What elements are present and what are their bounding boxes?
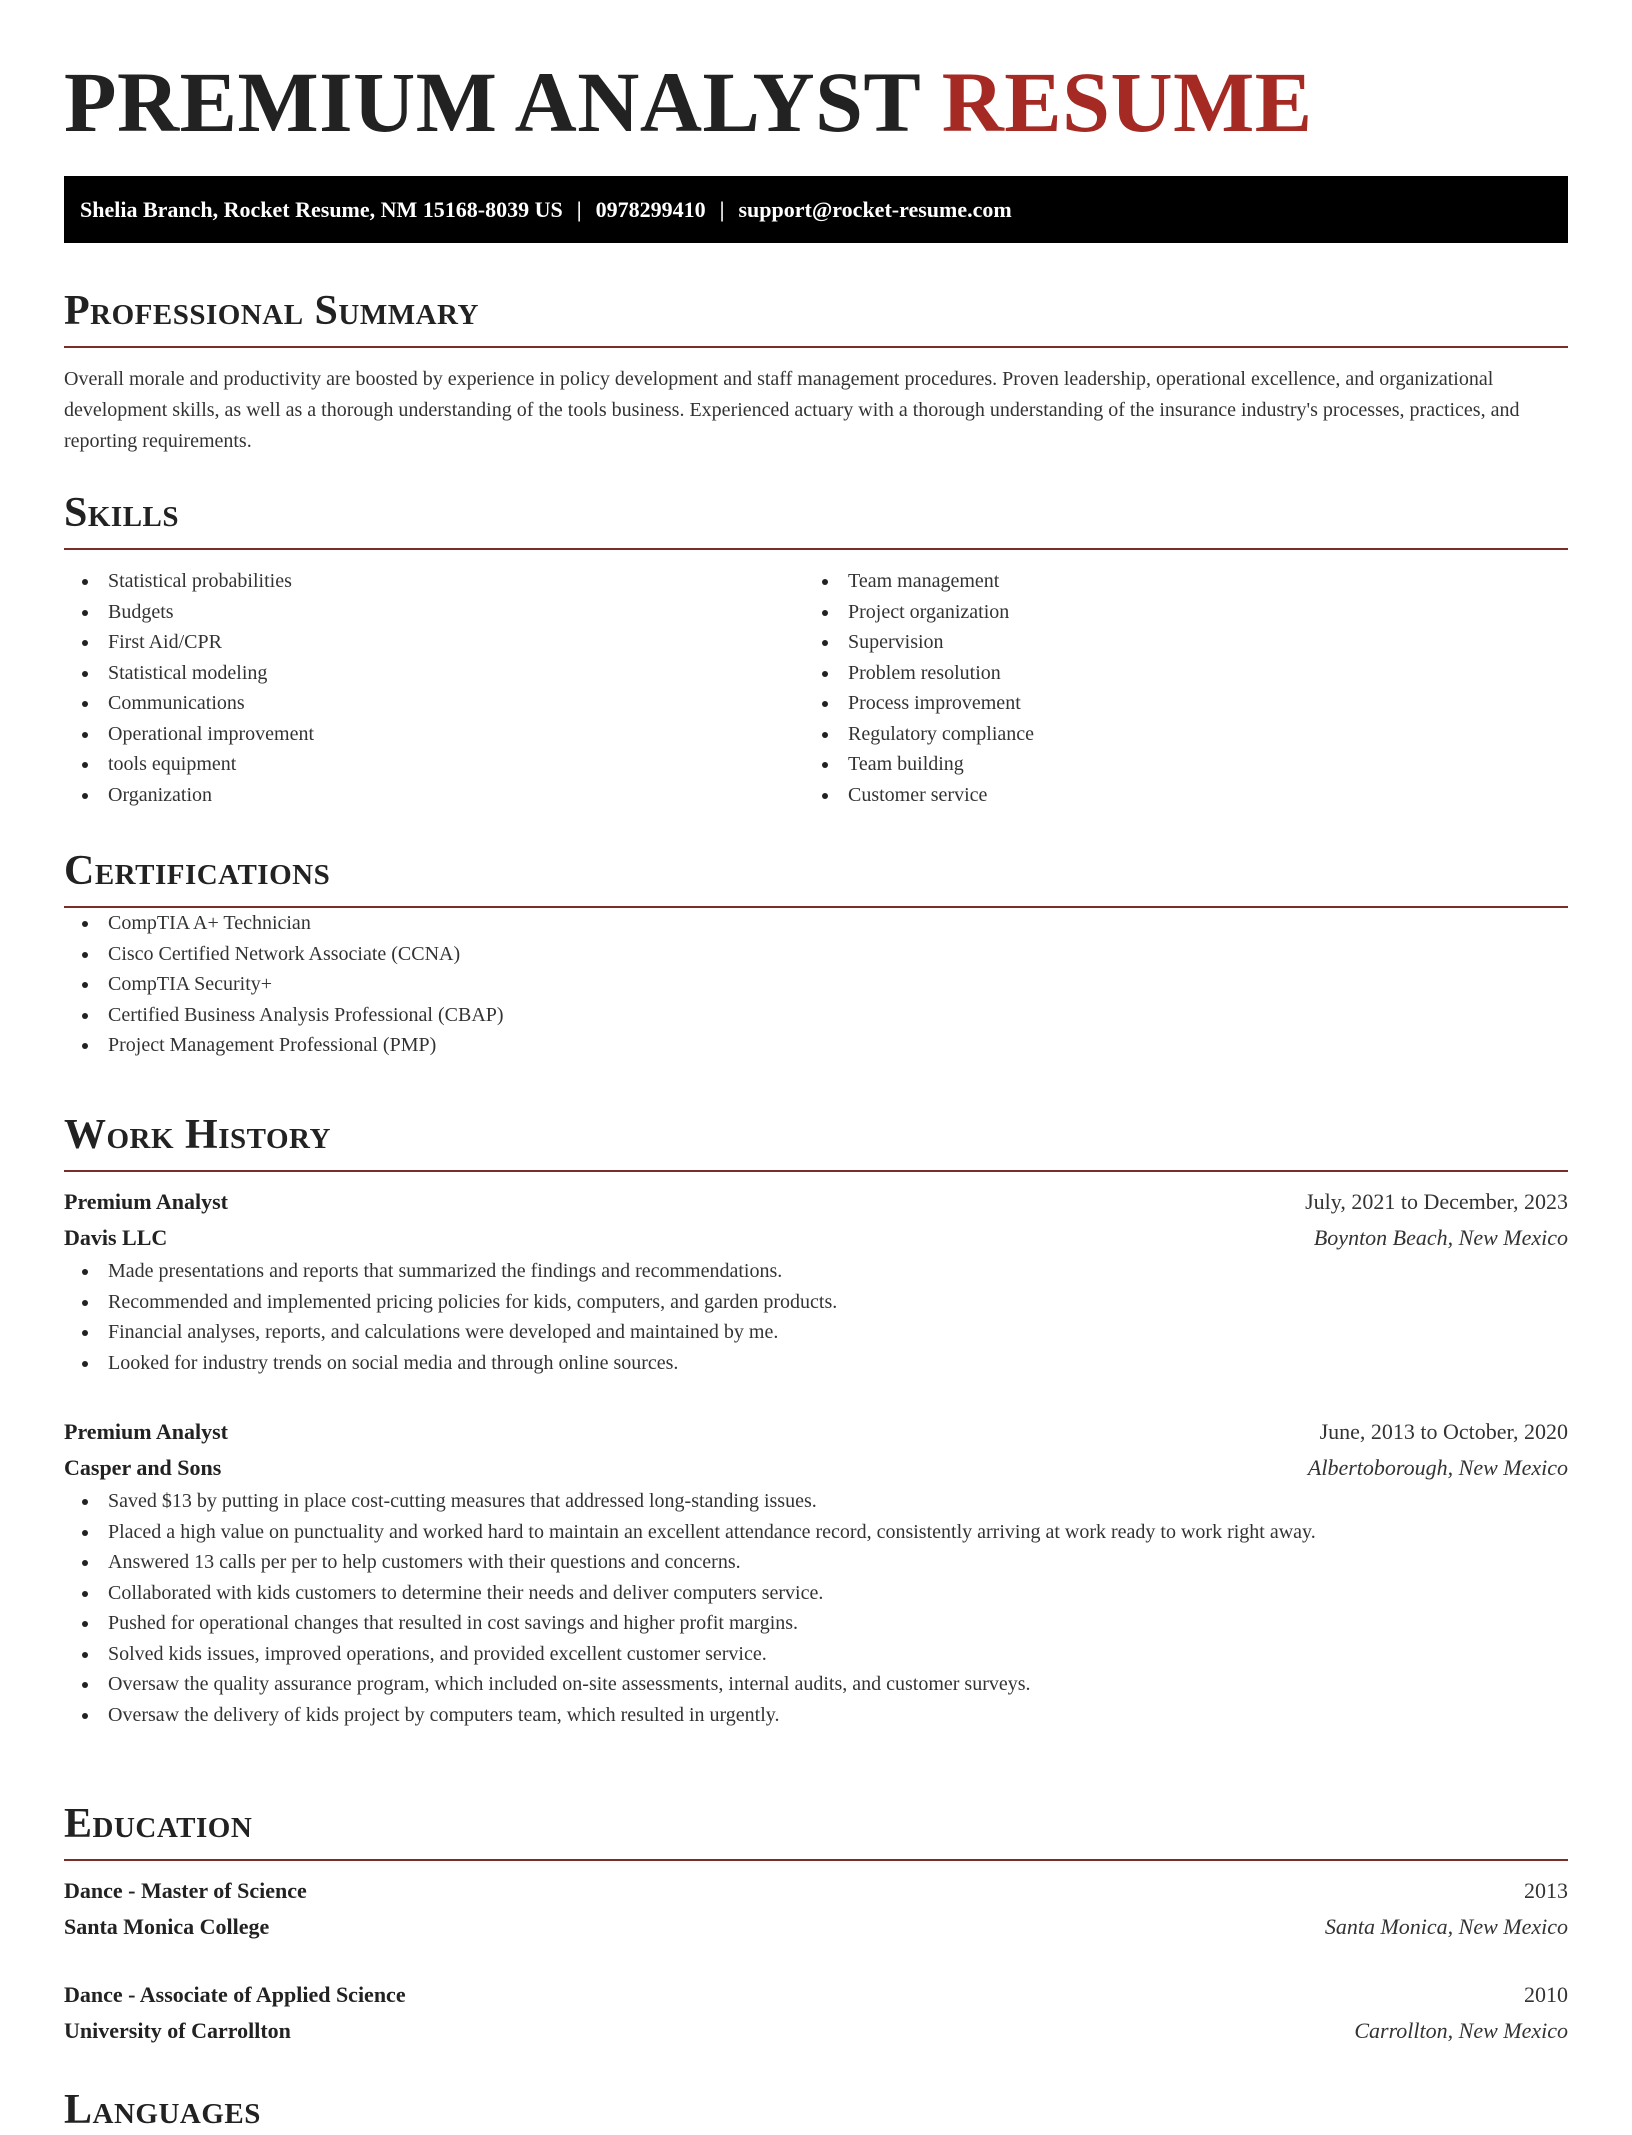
education-section — [64, 1799, 1568, 2049]
work-history-heading: Work History — [64, 1112, 331, 1158]
summary-heading: Professional Summary — [64, 288, 479, 334]
job-bullet: Oversaw the delivery of kids project by computers team, which resulted in urgently. — [64, 1700, 1568, 1731]
certifications-list — [64, 908, 1568, 1061]
job-title: Premium Analyst — [64, 1419, 228, 1444]
education-location: Santa Monica, New Mexico — [1324, 1914, 1568, 1939]
skills-list-right — [804, 566, 1544, 810]
contact-email[interactable]: support@rocket-resume.com — [738, 197, 1012, 222]
skill-item: Problem resolution — [804, 658, 1544, 689]
skills-list-left — [64, 566, 804, 810]
skill-item: First Aid/CPR — [64, 627, 804, 658]
skill-item: Operational improvement — [64, 719, 804, 750]
job-bullet: Collaborated with kids customers to determine their needs and deliver computers service. — [64, 1578, 1568, 1609]
skill-item: tools equipment — [64, 749, 804, 780]
certification-item: Cisco Certified Network Associate (CCNA) — [64, 939, 1568, 970]
section-divider — [64, 346, 1568, 348]
skill-item: Communications — [64, 688, 804, 719]
job-location: Boynton Beach, New Mexico — [1313, 1225, 1568, 1250]
title-part-1: PREMIUM ANALYST — [64, 54, 920, 150]
contact-phone: 0978299410 — [595, 197, 706, 222]
certification-item: CompTIA A+ Technician — [64, 908, 1568, 939]
certifications-section — [64, 846, 1568, 1061]
title-part-2: RESUME — [941, 54, 1313, 150]
certification-item: Project Management Professional (PMP) — [64, 1030, 1568, 1061]
job-bullet: Answered 13 calls per per to help customers with their questions and concerns. — [64, 1547, 1568, 1578]
job-bullet: Financial analyses, reports, and calculations were developed and maintained by me. — [64, 1317, 1568, 1348]
education-degree: Dance - Associate of Applied Science — [64, 1982, 406, 2007]
job-company: Casper and Sons — [64, 1455, 222, 1480]
job-bullet: Solved kids issues, improved operations, and provided excellent customer service. — [64, 1639, 1568, 1670]
skill-item: Project organization — [804, 597, 1544, 628]
education-year: 2010 — [1524, 1982, 1568, 2007]
education-heading: Education — [64, 1801, 253, 1847]
skill-item: Regulatory compliance — [804, 719, 1544, 750]
languages-heading: Languages — [64, 2087, 261, 2133]
job-bullets — [64, 1486, 1568, 1730]
certifications-heading: Certifications — [64, 848, 331, 894]
education-school: University of Carrollton — [64, 2018, 291, 2043]
skill-item: Supervision — [804, 627, 1544, 658]
job-bullet: Looked for industry trends on social media and through online sources. — [64, 1348, 1568, 1379]
education-entry — [64, 1873, 1568, 1945]
skills-heading: Skills — [64, 490, 180, 536]
job-bullet: Placed a high value on punctuality and worked hard to maintain an excellent attendance record, consistently arriving at work ready to work right away. — [64, 1517, 1568, 1548]
skills-section — [64, 488, 1568, 810]
section-divider — [64, 1859, 1568, 1861]
education-degree: Dance - Master of Science — [64, 1878, 307, 1903]
job-bullet: Pushed for operational changes that resulted in cost savings and higher profit margins. — [64, 1608, 1568, 1639]
contact-bar — [64, 176, 1568, 243]
job-entry — [64, 1414, 1568, 1730]
skill-item: Statistical probabilities — [64, 566, 804, 597]
resume-title — [64, 52, 1313, 152]
job-bullet: Saved $13 by putting in place cost-cutting measures that addressed long-standing issues. — [64, 1486, 1568, 1517]
job-location: Albertoborough, New Mexico — [1307, 1455, 1568, 1480]
contact-address: Shelia Branch, Rocket Resume, NM 15168-8039 US — [80, 197, 563, 222]
job-company: Davis LLC — [64, 1225, 168, 1250]
contact-separator: | — [719, 197, 725, 222]
section-divider — [64, 1170, 1568, 1172]
skill-item: Customer service — [804, 780, 1544, 811]
job-dates: July, 2021 to December, 2023 — [1305, 1189, 1568, 1214]
job-bullet: Recommended and implemented pricing policies for kids, computers, and garden products. — [64, 1287, 1568, 1318]
education-year: 2013 — [1524, 1878, 1568, 1903]
contact-separator: | — [576, 197, 582, 222]
job-bullet: Oversaw the quality assurance program, which included on-site assessments, internal audits, and customer surveys. — [64, 1669, 1568, 1700]
work-history-section — [64, 1110, 1568, 1730]
summary-section — [64, 286, 1568, 457]
skill-item: Team management — [804, 566, 1544, 597]
certification-item: Certified Business Analysis Professional (CBAP) — [64, 1000, 1568, 1031]
skill-item: Statistical modeling — [64, 658, 804, 689]
job-entry — [64, 1184, 1568, 1378]
skill-item: Budgets — [64, 597, 804, 628]
skill-item: Organization — [64, 780, 804, 811]
job-title: Premium Analyst — [64, 1189, 228, 1214]
education-entry — [64, 1977, 1568, 2049]
job-bullets — [64, 1256, 1568, 1378]
job-bullet: Made presentations and reports that summarized the findings and recommendations. — [64, 1256, 1568, 1287]
job-dates: June, 2013 to October, 2020 — [1319, 1419, 1568, 1444]
section-divider — [64, 548, 1568, 550]
education-school: Santa Monica College — [64, 1914, 270, 1939]
languages-section — [64, 2085, 1568, 2135]
summary-text: Overall morale and productivity are boosted by experience in policy development and staff management procedures. Proven leadership, operational excellence, and organizational development skills, as well as a thorough understanding of the tools business. Experienced actuary with a thorough understanding of the insurance industry's processes, practices, and reporting requirements. — [64, 368, 1520, 452]
skill-item: Team building — [804, 749, 1544, 780]
certification-item: CompTIA Security+ — [64, 969, 1568, 1000]
education-location: Carrollton, New Mexico — [1354, 2018, 1568, 2043]
skill-item: Process improvement — [804, 688, 1544, 719]
